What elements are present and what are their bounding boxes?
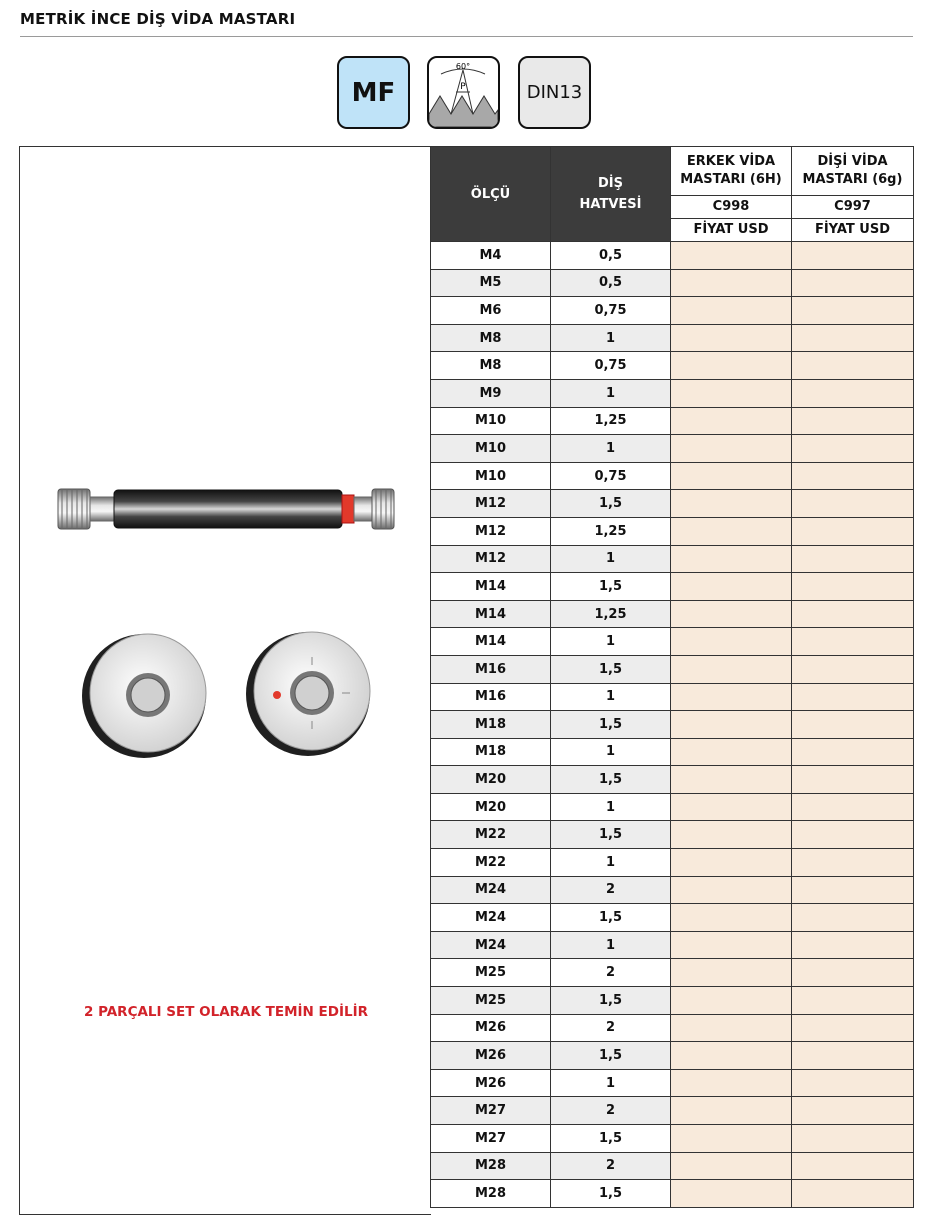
table-row xyxy=(431,490,914,518)
size-cell: M5 xyxy=(431,269,551,297)
mf-badge: MF xyxy=(337,56,410,129)
table-row xyxy=(431,545,914,573)
male-price-cell xyxy=(671,987,792,1015)
size-cell: M28 xyxy=(431,1152,551,1180)
col-header-male-gauge xyxy=(671,147,792,196)
table-row xyxy=(431,269,914,297)
table-row xyxy=(431,407,914,435)
thread-angle-label: 60° xyxy=(455,62,471,71)
pitch-cell: 2 xyxy=(551,959,671,987)
female-price-cell xyxy=(792,1014,914,1042)
male-price-cell xyxy=(671,1014,792,1042)
table-row xyxy=(431,1014,914,1042)
size-cell: M8 xyxy=(431,352,551,380)
male-price-cell xyxy=(671,1069,792,1097)
table-row xyxy=(431,517,914,545)
female-price-cell xyxy=(792,931,914,959)
male-price-cell xyxy=(671,435,792,463)
size-cell: M26 xyxy=(431,1014,551,1042)
pitch-cell: 1 xyxy=(551,379,671,407)
male-price-cell xyxy=(671,490,792,518)
female-price-cell xyxy=(792,766,914,794)
female-price-cell xyxy=(792,352,914,380)
thread-profile-icon xyxy=(429,58,498,127)
go-ring-gauge-image xyxy=(82,634,206,758)
female-price-cell xyxy=(792,324,914,352)
size-cell: M24 xyxy=(431,876,551,904)
male-price-cell xyxy=(671,876,792,904)
table-row xyxy=(431,1125,914,1153)
female-price-cell xyxy=(792,1152,914,1180)
pitch-cell: 1,5 xyxy=(551,904,671,932)
col-header-size: ÖLÇÜ xyxy=(431,147,551,242)
pitch-cell: 1 xyxy=(551,545,671,573)
no-go-ring-gauge-image xyxy=(246,632,370,756)
product-image-panel xyxy=(19,146,431,1215)
female-price-cell xyxy=(792,269,914,297)
female-price-cell xyxy=(792,600,914,628)
pitch-cell: 2 xyxy=(551,1014,671,1042)
table-row xyxy=(431,821,914,849)
male-price-cell xyxy=(671,655,792,683)
male-price-cell xyxy=(671,600,792,628)
male-price-cell xyxy=(671,379,792,407)
female-code: C997 xyxy=(792,196,914,219)
size-cell: M6 xyxy=(431,297,551,325)
female-price-cell xyxy=(792,628,914,656)
pitch-cell: 1,5 xyxy=(551,766,671,794)
table-body xyxy=(431,242,914,1208)
pitch-cell: 2 xyxy=(551,1097,671,1125)
din13-badge: DIN13 xyxy=(518,56,591,129)
gauge-price-table xyxy=(430,146,914,1208)
male-price-header: FİYAT USD xyxy=(671,219,792,242)
table-row xyxy=(431,931,914,959)
size-cell: M10 xyxy=(431,435,551,463)
size-cell: M18 xyxy=(431,711,551,739)
table-row xyxy=(431,766,914,794)
pitch-cell: 1,5 xyxy=(551,711,671,739)
table-row xyxy=(431,297,914,325)
pitch-cell: 2 xyxy=(551,876,671,904)
male-price-cell xyxy=(671,931,792,959)
female-price-cell xyxy=(792,462,914,490)
table-row xyxy=(431,655,914,683)
col-header-pitch xyxy=(551,147,671,242)
female-price-cell xyxy=(792,1125,914,1153)
table-row xyxy=(431,1042,914,1070)
pitch-cell: 1 xyxy=(551,738,671,766)
male-price-cell xyxy=(671,628,792,656)
female-price-cell xyxy=(792,407,914,435)
male-price-cell xyxy=(671,1097,792,1125)
col-header-female-gauge xyxy=(792,147,914,196)
male-price-cell xyxy=(671,352,792,380)
size-cell: M14 xyxy=(431,573,551,601)
male-price-cell xyxy=(671,324,792,352)
pitch-cell: 1,5 xyxy=(551,490,671,518)
col-header-female-line2: MASTARI (6g) xyxy=(802,172,903,187)
male-price-cell xyxy=(671,683,792,711)
male-price-cell xyxy=(671,904,792,932)
size-cell: M28 xyxy=(431,1180,551,1208)
male-price-cell xyxy=(671,766,792,794)
size-cell: M26 xyxy=(431,1042,551,1070)
table-row xyxy=(431,987,914,1015)
table-row xyxy=(431,849,914,877)
table-row xyxy=(431,738,914,766)
female-price-header: FİYAT USD xyxy=(792,219,914,242)
size-cell: M22 xyxy=(431,821,551,849)
pitch-cell: 1,5 xyxy=(551,655,671,683)
female-price-cell xyxy=(792,1097,914,1125)
title-divider xyxy=(20,36,913,37)
thread-pitch-label: P xyxy=(460,82,466,92)
female-price-cell xyxy=(792,655,914,683)
pitch-cell: 1,5 xyxy=(551,821,671,849)
male-price-cell xyxy=(671,573,792,601)
pitch-cell: 0,5 xyxy=(551,269,671,297)
female-price-cell xyxy=(792,573,914,601)
male-price-cell xyxy=(671,1152,792,1180)
male-price-cell xyxy=(671,738,792,766)
female-price-cell xyxy=(792,793,914,821)
size-cell: M12 xyxy=(431,517,551,545)
col-header-male-line2: MASTARI (6H) xyxy=(680,172,782,187)
size-cell: M4 xyxy=(431,242,551,270)
male-price-cell xyxy=(671,242,792,270)
size-cell: M16 xyxy=(431,683,551,711)
thread-profile-badge xyxy=(427,56,500,129)
female-price-cell xyxy=(792,517,914,545)
gauge-illustration xyxy=(20,147,430,787)
pitch-cell: 1 xyxy=(551,435,671,463)
male-price-cell xyxy=(671,793,792,821)
female-price-cell xyxy=(792,545,914,573)
male-price-cell xyxy=(671,462,792,490)
table-row xyxy=(431,628,914,656)
female-price-cell xyxy=(792,711,914,739)
page-title: METRİK İNCE DİŞ VİDA MASTARI xyxy=(20,10,296,28)
size-cell: M18 xyxy=(431,738,551,766)
pitch-cell: 0,75 xyxy=(551,297,671,325)
pitch-cell: 1 xyxy=(551,849,671,877)
female-price-cell xyxy=(792,821,914,849)
female-price-cell xyxy=(792,959,914,987)
female-price-cell xyxy=(792,876,914,904)
size-cell: M14 xyxy=(431,600,551,628)
male-price-cell xyxy=(671,545,792,573)
male-price-cell xyxy=(671,1180,792,1208)
size-cell: M8 xyxy=(431,324,551,352)
size-cell: M20 xyxy=(431,766,551,794)
female-price-cell xyxy=(792,242,914,270)
col-header-pitch-line1: DİŞ xyxy=(598,176,623,191)
size-cell: M27 xyxy=(431,1097,551,1125)
pitch-cell: 1 xyxy=(551,793,671,821)
col-header-female-line1: DİŞİ VİDA xyxy=(817,154,888,169)
female-price-cell xyxy=(792,1069,914,1097)
female-price-cell xyxy=(792,379,914,407)
male-price-cell xyxy=(671,407,792,435)
table-row xyxy=(431,959,914,987)
pitch-cell: 0,75 xyxy=(551,352,671,380)
col-header-pitch-line2: HATVESİ xyxy=(579,197,642,212)
pitch-cell: 2 xyxy=(551,1152,671,1180)
male-price-cell xyxy=(671,297,792,325)
table-row xyxy=(431,876,914,904)
table-row xyxy=(431,379,914,407)
male-price-cell xyxy=(671,821,792,849)
female-price-cell xyxy=(792,738,914,766)
male-price-cell xyxy=(671,711,792,739)
female-price-cell xyxy=(792,297,914,325)
size-cell: M10 xyxy=(431,462,551,490)
female-price-cell xyxy=(792,435,914,463)
size-cell: M20 xyxy=(431,793,551,821)
male-price-cell xyxy=(671,1125,792,1153)
table-row xyxy=(431,600,914,628)
size-cell: M22 xyxy=(431,849,551,877)
male-code: C998 xyxy=(671,196,792,219)
plug-gauge-image xyxy=(58,489,394,529)
pitch-cell: 1 xyxy=(551,1069,671,1097)
pitch-cell: 1,25 xyxy=(551,600,671,628)
table-row xyxy=(431,324,914,352)
pitch-cell: 1,5 xyxy=(551,987,671,1015)
male-price-cell xyxy=(671,269,792,297)
pitch-cell: 1 xyxy=(551,324,671,352)
pitch-cell: 1,5 xyxy=(551,573,671,601)
pitch-cell: 1,5 xyxy=(551,1125,671,1153)
female-price-cell xyxy=(792,683,914,711)
pitch-cell: 0,5 xyxy=(551,242,671,270)
size-cell: M9 xyxy=(431,379,551,407)
table-row xyxy=(431,1069,914,1097)
table-row xyxy=(431,904,914,932)
female-price-cell xyxy=(792,490,914,518)
size-cell: M24 xyxy=(431,931,551,959)
female-price-cell xyxy=(792,987,914,1015)
size-cell: M14 xyxy=(431,628,551,656)
pitch-cell: 1,5 xyxy=(551,1180,671,1208)
male-price-cell xyxy=(671,517,792,545)
size-cell: M12 xyxy=(431,490,551,518)
table-row xyxy=(431,1097,914,1125)
table-row xyxy=(431,1152,914,1180)
table-row xyxy=(431,1180,914,1208)
size-cell: M25 xyxy=(431,959,551,987)
female-price-cell xyxy=(792,1180,914,1208)
female-price-cell xyxy=(792,1042,914,1070)
male-price-cell xyxy=(671,1042,792,1070)
size-cell: M12 xyxy=(431,545,551,573)
col-header-male-line1: ERKEK VİDA xyxy=(686,154,776,169)
table-row xyxy=(431,242,914,270)
table-row xyxy=(431,711,914,739)
size-cell: M10 xyxy=(431,407,551,435)
pitch-cell: 1 xyxy=(551,931,671,959)
table-row xyxy=(431,462,914,490)
table-row xyxy=(431,435,914,463)
female-price-cell xyxy=(792,904,914,932)
male-price-cell xyxy=(671,849,792,877)
set-note: 2 PARÇALI SET OLARAK TEMİN EDİLİR xyxy=(83,1004,368,1020)
pitch-cell: 1,25 xyxy=(551,517,671,545)
pitch-cell: 1,25 xyxy=(551,407,671,435)
table-row xyxy=(431,352,914,380)
size-cell: M27 xyxy=(431,1125,551,1153)
size-cell: M16 xyxy=(431,655,551,683)
size-cell: M24 xyxy=(431,904,551,932)
pitch-cell: 1,5 xyxy=(551,1042,671,1070)
size-cell: M26 xyxy=(431,1069,551,1097)
size-cell: M25 xyxy=(431,987,551,1015)
pitch-cell: 1 xyxy=(551,628,671,656)
pitch-cell: 0,75 xyxy=(551,462,671,490)
pitch-cell: 1 xyxy=(551,683,671,711)
table-row xyxy=(431,573,914,601)
female-price-cell xyxy=(792,849,914,877)
table-row xyxy=(431,793,914,821)
male-price-cell xyxy=(671,959,792,987)
table-row xyxy=(431,683,914,711)
